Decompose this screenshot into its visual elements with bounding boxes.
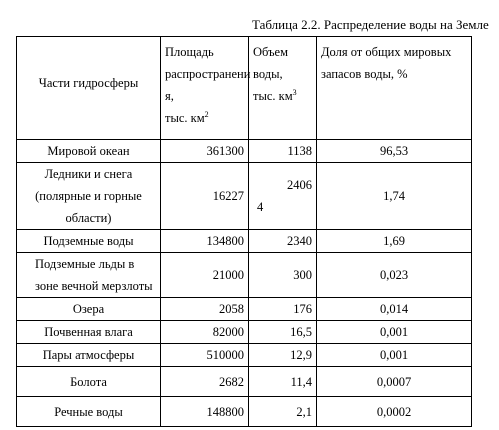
cell-part: Почвенная влага (17, 321, 161, 344)
header-area-line: Площадь (165, 45, 214, 59)
cell-volume-tail: 4 (257, 200, 264, 214)
cell-area: 2058 (161, 298, 249, 321)
header-area-unit-text: тыс. км (165, 111, 205, 125)
cell-part-line: (полярные и горные (35, 189, 142, 203)
water-distribution-table (16, 36, 472, 427)
cell-part: Озера (17, 298, 161, 321)
header-volume-unit-exp: 3 (292, 87, 297, 97)
table-header-row (17, 37, 472, 140)
header-volume-unit (253, 85, 312, 107)
header-share (317, 37, 472, 140)
cell-volume: 12,9 (249, 344, 317, 367)
header-parts-label: Части гидросферы (38, 76, 139, 90)
cell-share: 0,0002 (317, 397, 472, 427)
cell-area: 2682 (161, 367, 249, 397)
cell-volume: 11,4 (249, 367, 317, 397)
cell-volume: 2340 (249, 230, 317, 253)
cell-area: 361300 (161, 140, 249, 163)
header-area-unit-exp: 2 (204, 109, 209, 119)
cell-part: Пары атмосферы (17, 344, 161, 367)
cell-share: 1,69 (317, 230, 472, 253)
cell-volume: 2,1 (249, 397, 317, 427)
header-volume-unit-text: тыс. км (253, 89, 293, 103)
cell-share: 0,014 (317, 298, 472, 321)
cell-share: 0,001 (317, 321, 472, 344)
cell-area: 134800 (161, 230, 249, 253)
table-row (17, 397, 472, 427)
table-row (17, 230, 472, 253)
cell-part (17, 163, 161, 230)
cell-part (17, 253, 161, 298)
table-row (17, 344, 472, 367)
cell-share: 1,74 (317, 163, 472, 230)
table-row (17, 321, 472, 344)
table-row (17, 163, 472, 230)
header-area-unit (165, 107, 244, 129)
cell-area: 82000 (161, 321, 249, 344)
header-volume-line: воды, (253, 67, 283, 81)
cell-volume: 176 (249, 298, 317, 321)
cell-area: 16227 (161, 163, 249, 230)
cell-part-line: зоне вечной мерзлоты (35, 279, 153, 293)
cell-share: 96,53 (317, 140, 472, 163)
cell-part-line: Подземные льды в (35, 257, 135, 271)
table-row (17, 140, 472, 163)
table-row (17, 298, 472, 321)
cell-part: Мировой океан (17, 140, 161, 163)
header-area-line: я, (165, 89, 174, 103)
cell-area: 510000 (161, 344, 249, 367)
cell-area: 148800 (161, 397, 249, 427)
header-area (161, 37, 249, 140)
table-row (17, 367, 472, 397)
table-caption: Таблица 2.2. Распределение воды на Земле (252, 17, 489, 32)
header-parts (17, 37, 161, 140)
cell-part: Болота (17, 367, 161, 397)
cell-volume (249, 163, 317, 230)
cell-share: 0,0007 (317, 367, 472, 397)
cell-part-line: Ледники и снега (44, 167, 133, 181)
header-volume (249, 37, 317, 140)
table-row (17, 253, 472, 298)
cell-volume: 16,5 (249, 321, 317, 344)
header-share-line: Доля от общих мировых (321, 45, 452, 59)
cell-part: Речные воды (17, 397, 161, 427)
cell-part: Подземные воды (17, 230, 161, 253)
cell-volume: 1138 (249, 140, 317, 163)
cell-volume: 300 (249, 253, 317, 298)
cell-volume-main: 2406 (287, 178, 312, 192)
cell-part-line: области) (65, 211, 112, 225)
header-volume-line: Объем (253, 45, 288, 59)
header-area-line: распространени (165, 67, 251, 81)
cell-share: 0,001 (317, 344, 472, 367)
cell-share: 0,023 (317, 253, 472, 298)
header-share-line: запасов воды, % (321, 67, 408, 81)
cell-area: 21000 (161, 253, 249, 298)
